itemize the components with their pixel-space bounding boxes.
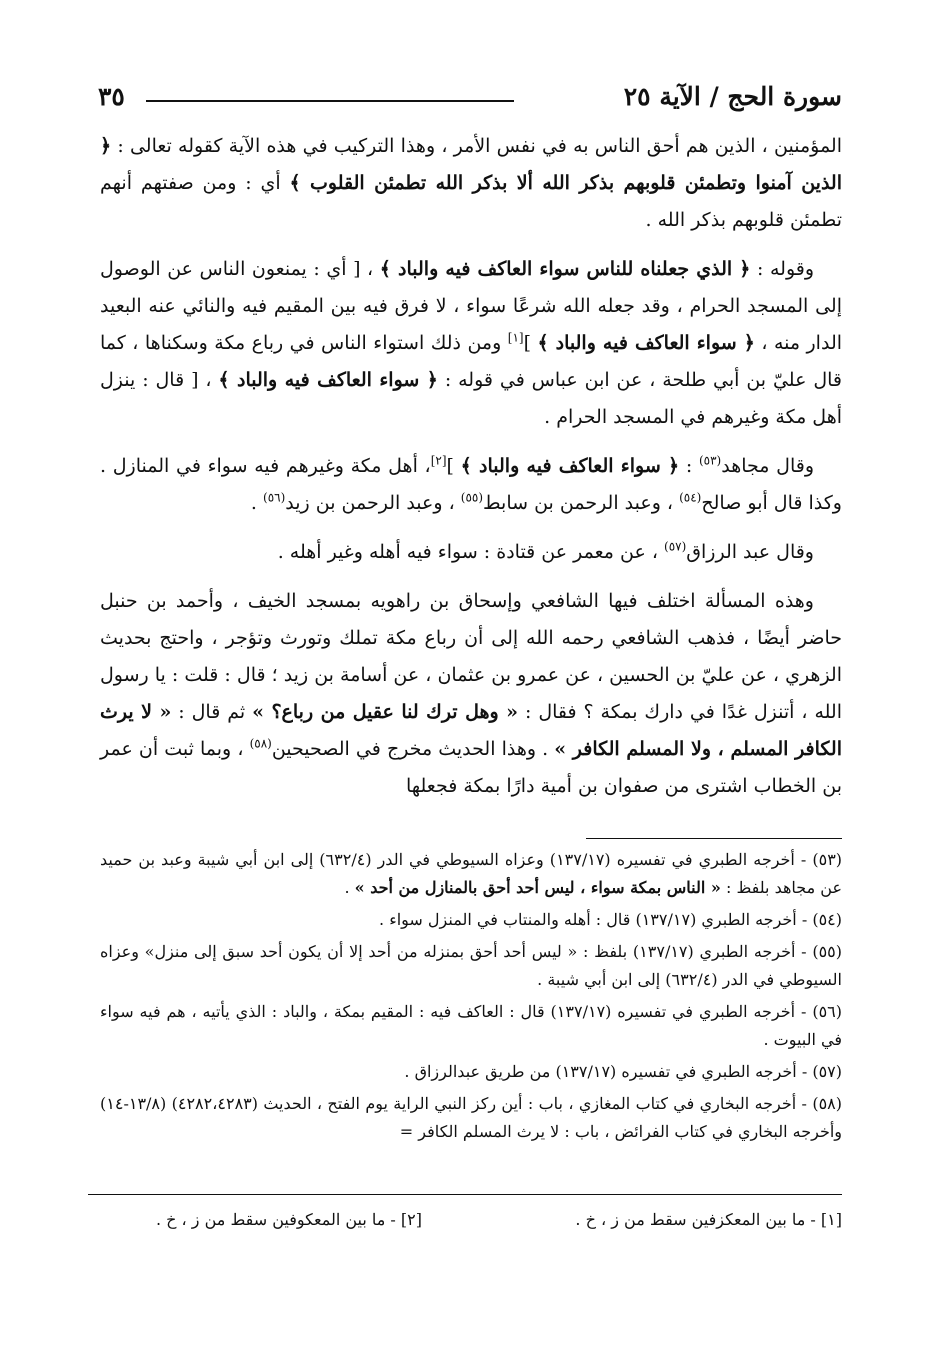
footnote-rule: [586, 838, 842, 839]
text-span: وقوله :: [750, 258, 815, 280]
footnote-text: - أخرجه الطبري في تفسيره (١٣٧/١٧) وعزاه السيوطي في الدر (٦٣٢/٤) إلى ابن أبي شيبة وعبد بن حميد عن مجاهد بلفظ :: [100, 850, 842, 897]
footnote-number: (٥٥): [812, 942, 842, 961]
quran-quote: ﴿ سواء العاكف فيه والباد ﴾: [460, 455, 680, 477]
text-span: وقال مجاهد: [721, 455, 814, 477]
footnote-ref[interactable]: (٥٣): [698, 453, 722, 468]
hadith-quote: « لا يرث الكافر المسلم ، ولا المسلم الكافر »: [100, 701, 842, 760]
footnote-tail: .: [344, 878, 355, 897]
footnote-ref[interactable]: (٥٤): [679, 490, 702, 505]
page-number: ٣٥: [98, 82, 125, 111]
footnote-ref[interactable]: (٥٥): [460, 490, 484, 505]
text-span: وهذه المسألة اختلف فيها الشافعي وإسحاق بن راهويه بمسجد الخيف ، وأحمد بن حنبل حاضر أيضًا ، فذهب الشافعي رحمه الله إلى أن رباع مكة تملك وتورث وتؤجر ، واحتج بحديث الزهري ، عن عليّ بن الحسين ، عن عمرو بن عثمان ، عن أسامة بن زيد ؛ قال : قلت : يا رسول الله ، أتنزل غدًا في دارك بمكة ؟ فقال :: [100, 590, 842, 723]
footnote-number: (٥٣): [812, 850, 843, 869]
text-span: ]: [523, 332, 538, 354]
text-span: . وهذا الحديث مخرج في الصحيحين: [271, 738, 555, 760]
footnote-ref[interactable]: (٥٨): [249, 736, 272, 751]
footnote-quote: « الناس بمكة سواء ، ليس أحد أحق بالمنازل من أحد »: [354, 878, 721, 897]
hadith-quote: « وهل ترك لنا عقيل من رباع؟ »: [252, 701, 519, 723]
manuscript-variants: [100, 1206, 842, 1236]
paragraph-2: [100, 251, 842, 436]
footnote-54: [100, 906, 842, 934]
footnote-ref[interactable]: (٥٧): [664, 539, 687, 554]
footnote-number: (٥٨): [812, 1094, 842, 1113]
footnote-text: - أخرجه الطبري (١٣٧/١٧) بلفظ : « ليس أحد أحق بمنزله من أحد إلا أن يكون أحد سبق إلى منزل» وعزاه السيوطي في الدر (٦٣٢/٤) إلى ابن أبي شيبة .: [100, 942, 842, 989]
quran-quote: ﴿ سواء العاكف فيه والباد ﴾: [218, 369, 438, 391]
footnote-text: - أخرجه الطبري (١٣٧/١٧) قال : أهله والمنتاب في المنزل سواء .: [379, 910, 813, 929]
main-text: [100, 128, 842, 817]
variant-note-1: [١] - ما بين المعكزفين سقط من ز ، خ .: [575, 1210, 842, 1229]
text-span: ، وعبد الرحمن بن زيد: [285, 492, 461, 514]
footnote-number: (٥٧): [812, 1062, 842, 1081]
text-span: :: [679, 455, 699, 477]
footnote-57: [100, 1058, 842, 1086]
page-header: [98, 82, 842, 118]
variant-ref[interactable]: [١]: [507, 330, 524, 345]
paragraph-4: [100, 534, 842, 571]
text-span: ، [ قال : ينزل أهل مكة وغيرهم في المسجد الحرام .: [100, 369, 842, 428]
paragraph-3: [100, 448, 842, 522]
text-span: ومن ذلك استواء الناس في رباع مكة وسكناها ، كما قال عليّ بن أبي طلحة ، عن ابن عباس في قوله :: [100, 332, 842, 391]
footnote-56: [100, 998, 842, 1054]
footnote-55: [100, 938, 842, 994]
quran-quote: ﴿ سواء العاكف فيه والباد ﴾: [537, 332, 755, 354]
footnote-number: (٥٤): [812, 910, 842, 929]
footnote-53: [100, 846, 842, 902]
text-span: .: [250, 492, 263, 514]
quran-quote: ﴿ الذي جعلناه للناس سواء العاكف فيه والباد ﴾: [379, 258, 751, 280]
footnote-58: [100, 1090, 842, 1146]
variant-ref[interactable]: [٢]: [430, 453, 447, 468]
paragraph-1: [100, 128, 842, 239]
footnote-text: - أخرجه الطبري في تفسيره (١٣٧/١٧) من طريق عبدالرزاق .: [404, 1062, 813, 1081]
text-span: ، عن معمر عن قتادة : سواء فيه أهله وغير أهله .: [277, 541, 664, 563]
text-span: ، [ أي : يمنعون الناس عن الوصول إلى المسجد الحرام ، وقد جعله الله شرعًا سواء ، لا فرق فيه بين المقيم فيه والنائي عنه البعيد الدار منه ،: [100, 258, 843, 354]
footnote-text: - أخرجه البخاري في كتاب المغازي ، باب : أين ركز النبي الراية يوم الفتح ، الحديث (٤٢٨٢،٤٢٨٣) (١٣/٨-١٤) وأخرجه البخاري في كتاب الفرائض ، باب : لا يرث المسلم الكافر =: [100, 1094, 842, 1141]
footnote-text: - أخرجه الطبري في تفسيره (١٣٧/١٧) قال : العاكف فيه : المقيم بمكة ، والباد : الذي يأتيه ، هم فيه سواء في البيوت .: [100, 1002, 842, 1049]
text-span: ، وعبد الرحمن بن سابط: [483, 492, 680, 514]
variants-rule: [88, 1194, 842, 1195]
text-span: وقال عبد الرزاق: [686, 541, 814, 563]
header-rule: [146, 100, 514, 102]
footnote-ref[interactable]: (٥٦): [263, 490, 286, 505]
text-span: ، وبما ثبت أن عمر بن الخطاب اشترى من صفوان بن أمية دارًا بمكة فجعلها: [100, 738, 842, 797]
variant-note-2: [٢] - ما بين المعكوفين سقط من ز ، خ .: [155, 1210, 422, 1229]
text-span: ثم قال :: [171, 701, 253, 723]
paragraph-5: [100, 583, 842, 805]
text-span: أي : ومن صفتهم أنهم تطمئن قلوبهم بذكر الله .: [100, 172, 842, 231]
text-span: المؤمنين ، الذين هم أحق الناس به في نفس الأمر ، وهذا التركيب في هذه الآية كقوله تعالى :: [111, 135, 842, 157]
quran-quote: ﴿ الذين آمنوا وتطمئن قلوبهم بذكر الله ألا بذكر الله تطمئن القلوب ﴾: [100, 135, 843, 194]
text-span: ]: [446, 455, 461, 477]
footnote-number: (٥٦): [812, 1002, 842, 1021]
text-span: ، أهل مكة وغيرهم فيه سواء في المنازل . وكذا قال أبو صالح: [100, 455, 842, 514]
footnotes: [100, 846, 842, 1150]
running-title: سورة الحج / الآية ٢٥: [623, 82, 842, 111]
